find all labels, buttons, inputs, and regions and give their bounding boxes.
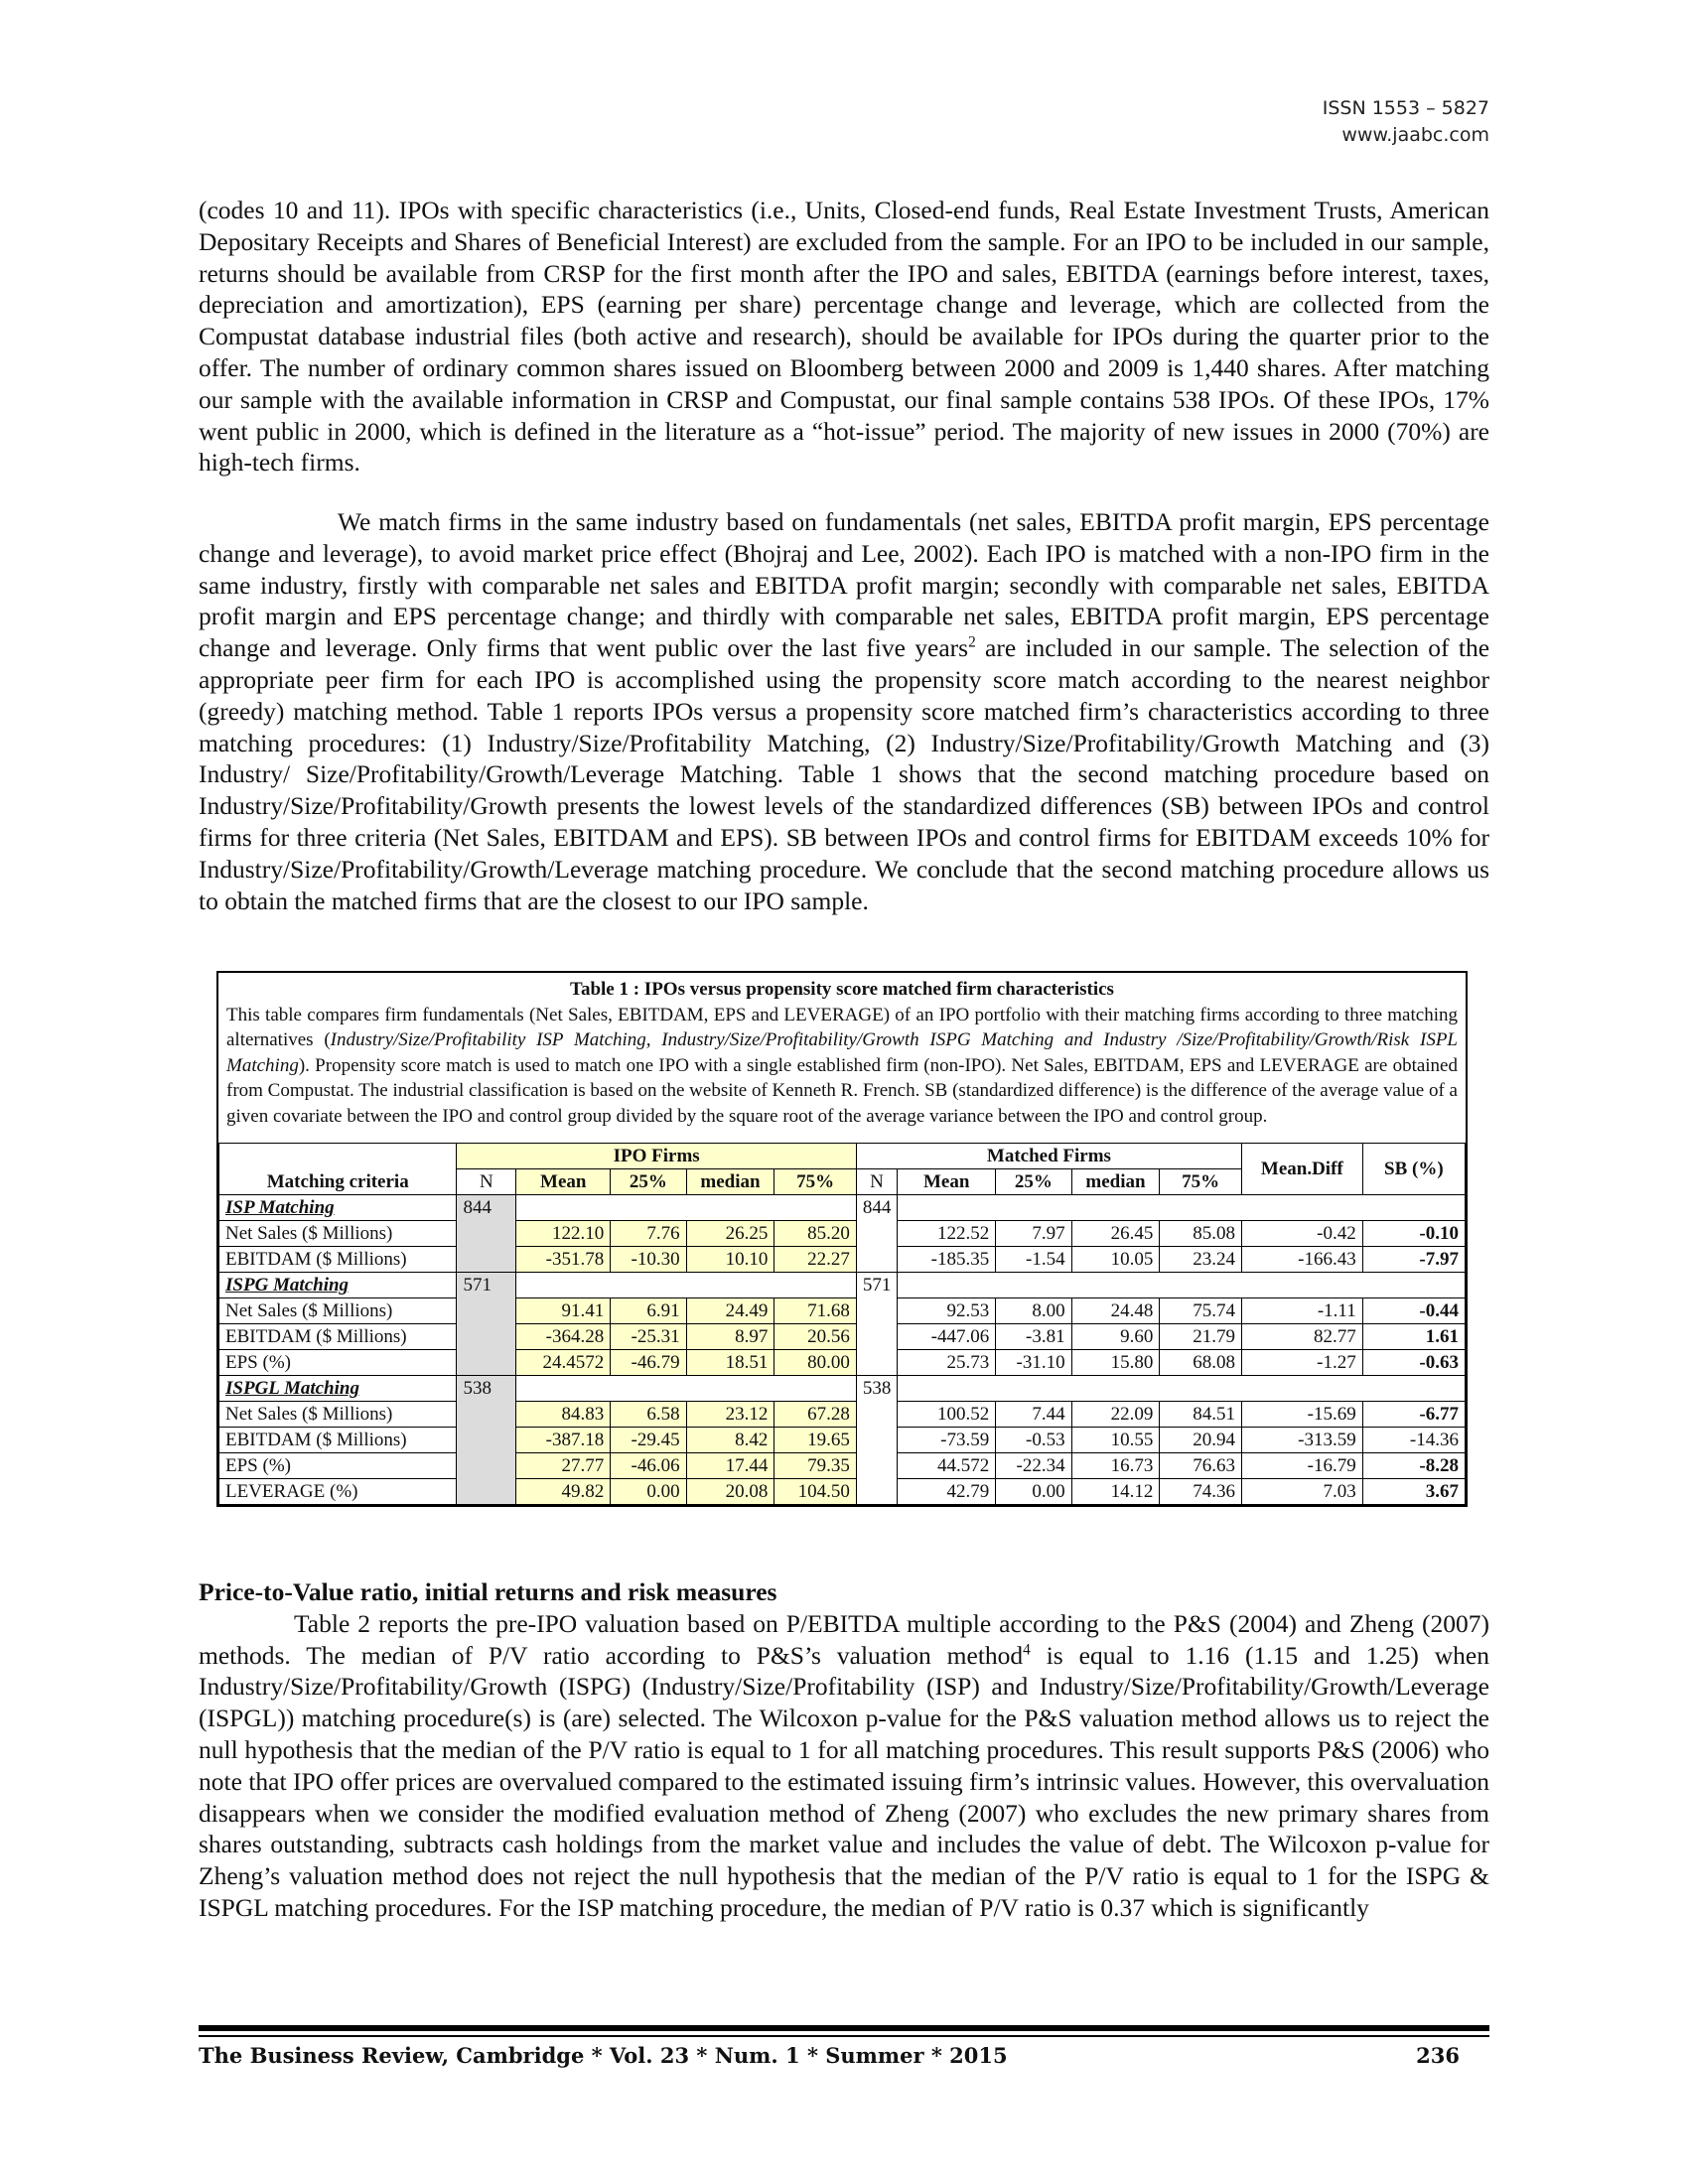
ipo-value-cell: 0.00 <box>611 1479 686 1505</box>
ipo-value-cell: 18.51 <box>686 1350 774 1376</box>
section-heading: Price-to-Value ratio, initial returns and risk measures <box>199 1577 777 1606</box>
matched-value-cell: 23.24 <box>1160 1247 1242 1273</box>
matched-value-cell: 14.12 <box>1071 1479 1160 1505</box>
ipo-n-cell: 571 <box>457 1273 516 1376</box>
ipo-value-cell: 84.83 <box>516 1402 611 1428</box>
ipo-value-cell: 80.00 <box>774 1350 857 1376</box>
table-row <box>219 1221 1466 1247</box>
column-header: Mean <box>516 1169 611 1195</box>
paragraph-text: is equal to 1.16 (1.15 and 1.25) when Industry/Size/Profitability/Growth (ISPG) (Industry/Size/Profitability (ISP) and Industry/Size/Profitability/Growth/Leverage (ISPGL)) matching procedure(s) is (are) selected. The Wilcoxon p-value for the P&S valuation method allows us to reject the null hypothesis that the median of the P/V ratio is equal to 1 for all matching procedures. This result supports P&S (2006) who note that IPO offer prices are overvalued compared to the estimated issuing firm’s intrinsic values. However, this overvaluation disappears when we consider the modified evaluation method of Zheng (2007) who excludes the new primary shares from shares outstanding, subtracts cash holdings from the market value and includes the value of debt. The Wilcoxon p-value for Zheng’s valuation method does not reject the null hypothesis that the median of the P/V ratio is equal to 1 for the ISPG & ISPGL matching procedures. For the ISP matching procedure, the median of P/V ratio is 0.37 which is significantly <box>199 1640 1489 1922</box>
column-header: 25% <box>611 1169 686 1195</box>
paragraph-text: We match firms in the same industry based on fundamentals (net sales, EBITDA profit margin, EPS percentage change and leverage), to avoid market price effect (Bhojraj and Lee, 2002). Each IPO is matched with a non-IPO firm in the same industry, firstly with comparable net sales and EBITDA profit margin; secondly with comparable net sales, EBITDA profit margin and EPS percentage change; and thirdly with comparable net sales, EBITDA profit margin, EPS percentage change and leverage. Only firms that went public over the last five years <box>199 507 1489 663</box>
ipo-value-cell: 20.08 <box>686 1479 774 1505</box>
ipo-value-cell: 104.50 <box>774 1479 857 1505</box>
row-label: EPS (%) <box>219 1453 457 1479</box>
row-label: Net Sales ($ Millions) <box>219 1298 457 1324</box>
empty-cell <box>898 1376 1466 1402</box>
ipo-value-cell: 24.49 <box>686 1298 774 1324</box>
empty-cell <box>516 1273 857 1298</box>
ipo-value-cell: -351.78 <box>516 1247 611 1273</box>
column-header: Mean <box>898 1169 996 1195</box>
column-header: 75% <box>1160 1169 1242 1195</box>
footnote-ref[interactable]: 2 <box>968 633 976 651</box>
footnote-ref[interactable]: 4 <box>1023 1641 1031 1659</box>
column-header: median <box>686 1169 774 1195</box>
matched-value-cell: -185.35 <box>898 1247 996 1273</box>
header-row <box>219 1144 1466 1169</box>
matched-value-cell: 92.53 <box>898 1298 996 1324</box>
ipo-value-cell: -10.30 <box>611 1247 686 1273</box>
header-cell <box>219 1144 457 1169</box>
table-row <box>219 1479 1466 1505</box>
column-header: 75% <box>774 1169 857 1195</box>
matched-value-cell: 24.48 <box>1071 1298 1160 1324</box>
row-label: Net Sales ($ Millions) <box>219 1402 457 1428</box>
ipo-group-header: IPO Firms <box>457 1144 856 1169</box>
row-label: EBITDAM ($ Millions) <box>219 1247 457 1273</box>
ipo-value-cell: 49.82 <box>516 1479 611 1505</box>
matched-group-header: Matched Firms <box>856 1144 1241 1169</box>
matched-value-cell: -22.34 <box>996 1453 1071 1479</box>
empty-cell <box>898 1195 1466 1221</box>
meandiff-cell: 82.77 <box>1241 1324 1362 1350</box>
ipo-value-cell: -29.45 <box>611 1428 686 1453</box>
page-footer <box>199 2043 1460 2068</box>
row-label: EPS (%) <box>219 1350 457 1376</box>
ipo-value-cell: 24.4572 <box>516 1350 611 1376</box>
empty-cell <box>898 1273 1466 1298</box>
body-paragraph-1 <box>199 195 1489 478</box>
ipo-value-cell: 6.91 <box>611 1298 686 1324</box>
matched-value-cell: 9.60 <box>1071 1324 1160 1350</box>
row-label: EBITDAM ($ Millions) <box>219 1428 457 1453</box>
matched-value-cell: 84.51 <box>1160 1402 1242 1428</box>
matched-value-cell: 122.52 <box>898 1221 996 1247</box>
sb-cell: -0.10 <box>1362 1221 1465 1247</box>
ipo-value-cell: -364.28 <box>516 1324 611 1350</box>
section-label: ISP Matching <box>219 1195 457 1221</box>
column-header: N <box>856 1169 897 1195</box>
ipo-value-cell: -46.06 <box>611 1453 686 1479</box>
table-row <box>219 1324 1466 1350</box>
sb-cell: -0.44 <box>1362 1298 1465 1324</box>
matched-n-cell: 538 <box>856 1376 897 1505</box>
meandiff-cell: 7.03 <box>1241 1479 1362 1505</box>
matched-n-cell: 844 <box>856 1195 897 1273</box>
matched-value-cell: 15.80 <box>1071 1350 1160 1376</box>
matched-value-cell: 0.00 <box>996 1479 1071 1505</box>
footer-rule <box>199 2035 1489 2037</box>
ipo-value-cell: 85.20 <box>774 1221 857 1247</box>
page-header <box>1323 95 1489 149</box>
meandiff-header: Mean.Diff <box>1241 1144 1362 1195</box>
section-label: ISPGL Matching <box>219 1376 457 1402</box>
matched-value-cell: -73.59 <box>898 1428 996 1453</box>
sb-cell: -0.63 <box>1362 1350 1465 1376</box>
ipo-value-cell: 26.25 <box>686 1221 774 1247</box>
paragraph-text: are included in our sample. The selection of the appropriate peer firm for each IPO is accomplished using the propensity score match according to the nearest neighbor (greedy) matching method. Table 1 reports IPOs versus a propensity score matched firm’s characteristics according to three matching procedures: (1) Industry/Size/Profitability Matching, (2) Industry/Size/Profitability/Growth Matching and (3) Industry/ Size/Profitability/Growth/Leverage Matching. Table 1 shows that the second matching procedure based on Industry/Size/Profitability/Growth presents the lowest levels of the standardized differences (SB) between IPOs and control firms for three criteria (Net Sales, EBITDAM and EPS). SB between IPOs and control firms for EBITDAM exceeds 10% for Industry/Size/Profitability/Growth/Leverage matching procedure. We conclude that the second matching procedure allows us to obtain the matched firms that are the closest to our IPO sample. <box>199 633 1490 915</box>
table-row <box>219 1453 1466 1479</box>
meandiff-cell: -16.79 <box>1241 1453 1362 1479</box>
criteria-header: Matching criteria <box>219 1169 457 1195</box>
table-note: This table compares firm fundamentals (Net Sales, EBITDAM, EPS and LEVERAGE) of an IPO portfolio with their matching firms according to three matching alternatives (Industry/Size/Profitability ISP Matching, Industry/Size/Profitability/Growth ISPG Matching and Industry /Size/Profitability/Growth/Risk ISPL Matching). Propensity score match is used to match one IPO with a single established firm (non-IPO). Net Sales, EBITDAM, EPS and LEVERAGE are obtained from Compustat. The industrial classification is based on the website of Kenneth R. French. SB (standardized difference) is the difference of the average value of a given covariate between the IPO and control group divided by the square root of the average variance between the IPO and control group. <box>226 1004 1458 1127</box>
sb-cell: 3.67 <box>1362 1479 1465 1505</box>
matched-value-cell: -0.53 <box>996 1428 1071 1453</box>
ipo-value-cell: 6.58 <box>611 1402 686 1428</box>
table-title: Table 1 : IPOs versus propensity score matched firm characteristics <box>570 979 1114 1000</box>
ipo-value-cell: 17.44 <box>686 1453 774 1479</box>
matched-value-cell: 76.63 <box>1160 1453 1242 1479</box>
ipo-value-cell: 122.10 <box>516 1221 611 1247</box>
ipo-value-cell: -387.18 <box>516 1428 611 1453</box>
ipo-value-cell: -46.79 <box>611 1350 686 1376</box>
matched-value-cell: 44.572 <box>898 1453 996 1479</box>
paragraph-text: Table 2 reports the pre-IPO valuation based on P/EBITDA multiple according to the P&S (2004) and Zheng (2007) methods. The median of P/V ratio according to P&S’s valuation method <box>199 1608 1489 1670</box>
matched-n-cell: 571 <box>856 1273 897 1376</box>
matched-value-cell: 74.36 <box>1160 1479 1242 1505</box>
ipo-value-cell: -25.31 <box>611 1324 686 1350</box>
matched-value-cell: -3.81 <box>996 1324 1071 1350</box>
table-row <box>219 1350 1466 1376</box>
sb-cell: -7.97 <box>1362 1247 1465 1273</box>
matched-value-cell: 8.00 <box>996 1298 1071 1324</box>
matched-value-cell: 100.52 <box>898 1402 996 1428</box>
journal-citation: The Business Review, Cambridge * Vol. 23 * Num. 1 * Summer * 2015 <box>199 2043 1008 2068</box>
sb-header: SB (%) <box>1362 1144 1465 1195</box>
matched-value-cell: 75.74 <box>1160 1298 1242 1324</box>
matched-value-cell: 85.08 <box>1160 1221 1242 1247</box>
website-link[interactable]: www.jaabc.com <box>1341 124 1489 146</box>
meandiff-cell: -313.59 <box>1241 1428 1362 1453</box>
matched-value-cell: 7.44 <box>996 1402 1071 1428</box>
meandiff-cell: -166.43 <box>1241 1247 1362 1273</box>
sb-cell: -8.28 <box>1362 1453 1465 1479</box>
meandiff-cell: -15.69 <box>1241 1402 1362 1428</box>
row-label: EBITDAM ($ Millions) <box>219 1324 457 1350</box>
empty-cell <box>516 1195 857 1221</box>
table-row <box>219 1298 1466 1324</box>
ipo-value-cell: 27.77 <box>516 1453 611 1479</box>
table-row <box>219 1428 1466 1453</box>
matched-value-cell: 20.94 <box>1160 1428 1242 1453</box>
column-header: N <box>457 1169 516 1195</box>
ipo-value-cell: 23.12 <box>686 1402 774 1428</box>
ipo-value-cell: 22.27 <box>774 1247 857 1273</box>
meandiff-cell: -1.27 <box>1241 1350 1362 1376</box>
matched-value-cell: 68.08 <box>1160 1350 1242 1376</box>
sb-cell: 1.61 <box>1362 1324 1465 1350</box>
ipo-value-cell: 19.65 <box>774 1428 857 1453</box>
matched-value-cell: 26.45 <box>1071 1221 1160 1247</box>
matched-value-cell: 21.79 <box>1160 1324 1242 1350</box>
paragraph-text: (codes 10 and 11). IPOs with specific characteristics (i.e., Units, Closed-end funds, Real Estate Investment Trusts, American Depositary Receipts and Shares of Beneficial Interest) are excluded from the sample. For an IPO to be included in our sample, returns should be available from CRSP for the first month after the IPO and sales, EBITDA (earnings before interest, taxes, depreciation and amortization), EPS (earning per share) percentage change and leverage, which are collected from the Compustat database industrial files (both active and research), should be available for IPOs during the quarter prior to the offer. The number of ordinary common shares issued on Bloomberg between 2000 and 2009 is 1,440 shares. After matching our sample with the available information in CRSP and Compustat, our final sample contains 538 IPOs. Of these IPOs, 17% went public in 2000, which is defined in the literature as a “hot-issue” period. The majority of new issues in 2000 (70%) are high-tech firms. <box>199 196 1489 478</box>
ipo-value-cell: 7.76 <box>611 1221 686 1247</box>
section-label: ISPG Matching <box>219 1273 457 1298</box>
column-header: median <box>1071 1169 1160 1195</box>
table-row <box>219 1247 1466 1273</box>
ipo-value-cell: 10.10 <box>686 1247 774 1273</box>
ipo-value-cell: 8.97 <box>686 1324 774 1350</box>
ipo-n-cell: 538 <box>457 1376 516 1505</box>
table-1 <box>216 971 1468 1507</box>
matched-value-cell: 42.79 <box>898 1479 996 1505</box>
ipo-value-cell: 67.28 <box>774 1402 857 1428</box>
matched-value-cell: 25.73 <box>898 1350 996 1376</box>
sb-cell: -14.36 <box>1362 1428 1465 1453</box>
ipo-n-cell: 844 <box>457 1195 516 1273</box>
table-caption <box>218 973 1466 1143</box>
table-section-row <box>219 1376 1466 1402</box>
meandiff-cell: -0.42 <box>1241 1221 1362 1247</box>
ipo-value-cell: 79.35 <box>774 1453 857 1479</box>
empty-cell <box>516 1376 857 1402</box>
matched-value-cell: -31.10 <box>996 1350 1071 1376</box>
matched-value-cell: -447.06 <box>898 1324 996 1350</box>
table-section-row <box>219 1273 1466 1298</box>
matched-value-cell: -1.54 <box>996 1247 1071 1273</box>
meandiff-cell: -1.11 <box>1241 1298 1362 1324</box>
table-row <box>219 1402 1466 1428</box>
row-label: Net Sales ($ Millions) <box>219 1221 457 1247</box>
ipo-value-cell: 8.42 <box>686 1428 774 1453</box>
matched-value-cell: 7.97 <box>996 1221 1071 1247</box>
ipo-value-cell: 91.41 <box>516 1298 611 1324</box>
matched-value-cell: 22.09 <box>1071 1402 1160 1428</box>
data-table <box>218 1143 1466 1505</box>
row-label: LEVERAGE (%) <box>219 1479 457 1505</box>
page-number: 236 <box>1416 2043 1460 2068</box>
matched-value-cell: 10.55 <box>1071 1428 1160 1453</box>
issn: ISSN 1553 – 5827 <box>1322 97 1489 119</box>
column-header: 25% <box>996 1169 1071 1195</box>
matched-value-cell: 10.05 <box>1071 1247 1160 1273</box>
sb-cell: -6.77 <box>1362 1402 1465 1428</box>
section-valuation <box>199 1576 1489 1924</box>
matched-value-cell: 16.73 <box>1071 1453 1160 1479</box>
footer-rule <box>199 2025 1489 2031</box>
ipo-value-cell: 20.56 <box>774 1324 857 1350</box>
ipo-value-cell: 71.68 <box>774 1298 857 1324</box>
table-section-row <box>219 1195 1466 1221</box>
body-paragraph-2 <box>199 506 1489 916</box>
